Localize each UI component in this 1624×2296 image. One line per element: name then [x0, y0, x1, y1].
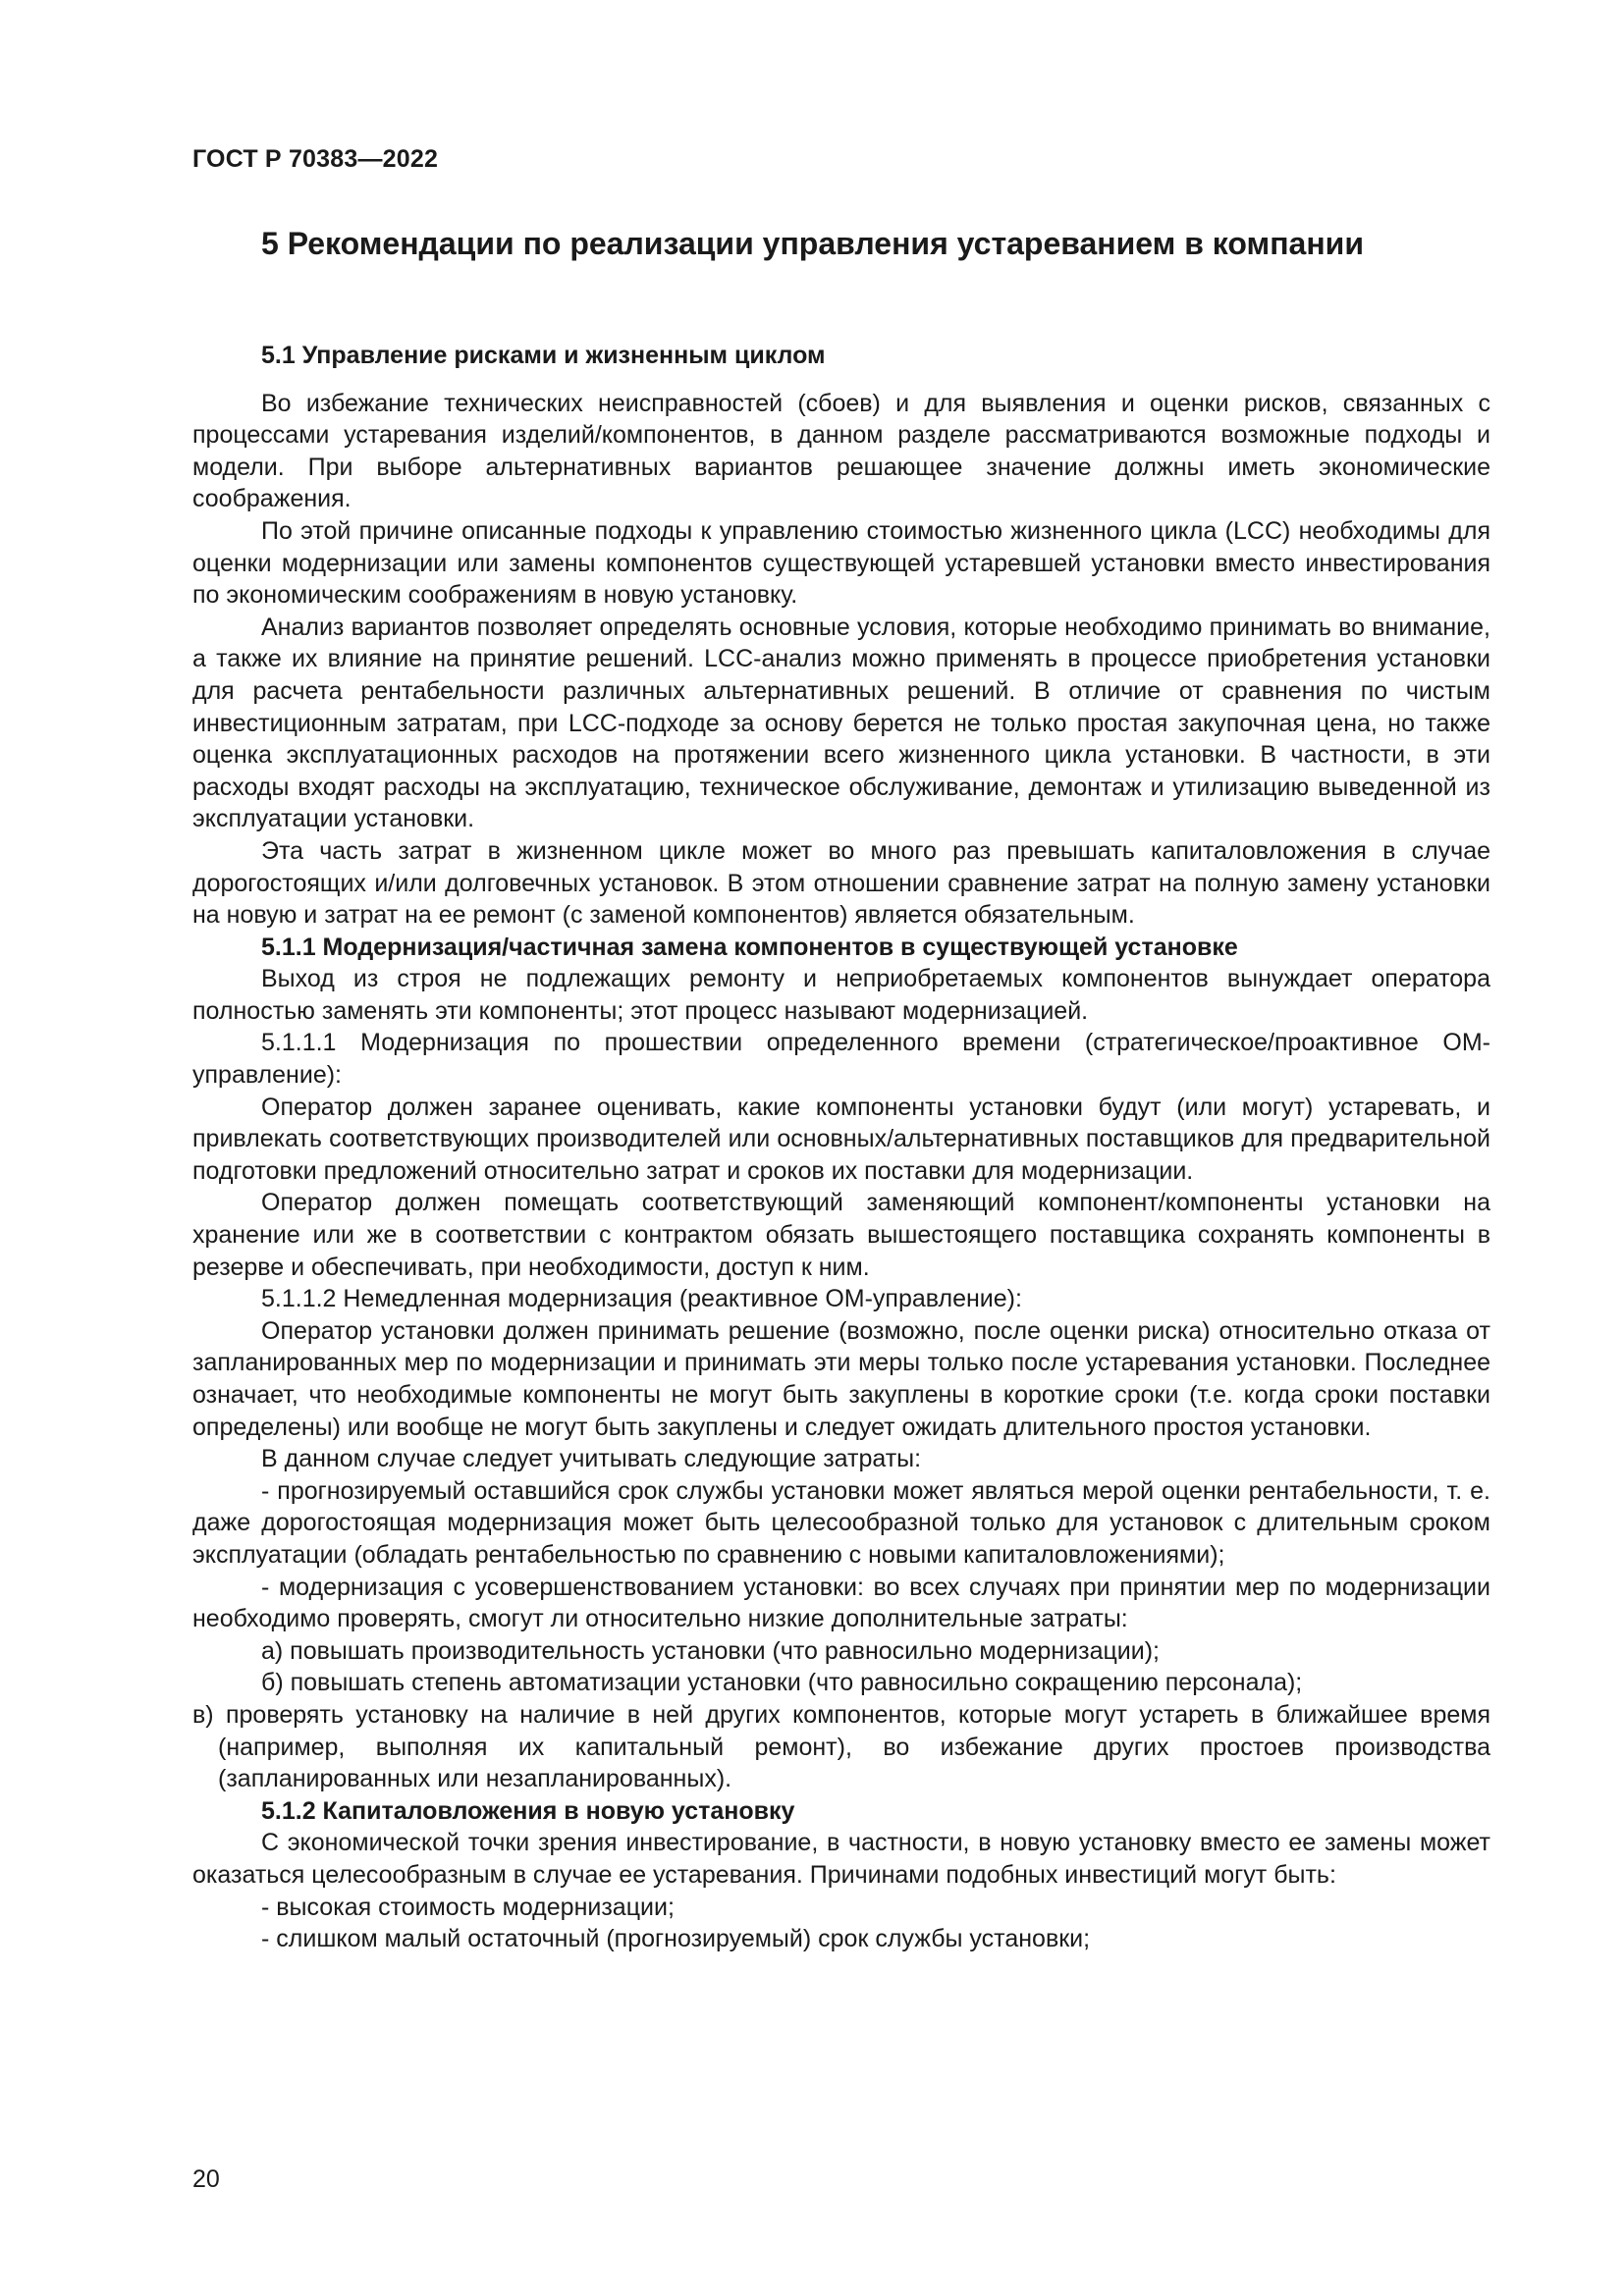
paragraph: Оператор установки должен принимать решение (возможно, после оценки риска) относительно отказа от запланированных мер по модернизации и принимать эти меры только после устаревания установки. Последнее означает, что необходимые компоненты не могут быть закуплены в короткие сроки (т.е. когда сроки поставки определены) или вообще не могут быть закуплены и следует ожидать длительного простоя установки. — [192, 1316, 1490, 1441]
enumerated-item: б) повышать степень автоматизации установки (что равносильно сокращению персонала); — [261, 1669, 1303, 1697]
paragraph: Оператор должен помещать соответствующий заменяющий компонент/компоненты установки на хранение или же в соответствии с контрактом обязать вышестоящего поставщика сохранять компоненты в резерве и обеспечивать, при необходимости, доступ к ним. — [192, 1189, 1490, 1281]
paragraph: Выход из строя не подлежащих ремонту и неприобретаемых компонентов вынуждает оператора полностью заменять эти компоненты; этот процесс называют модернизацией. — [192, 965, 1490, 1025]
list-item: - высокая стоимость модернизации; — [261, 1893, 675, 1921]
paragraph: 5.1.1.2 Немедленная модернизация (реактивное ОМ-управление): — [261, 1285, 1022, 1313]
enumerated-item: а) повышать производительность установки (что равносильно модернизации); — [261, 1636, 1160, 1665]
list-item: - прогнозируемый оставшийся срок службы установки может являться мерой оценки рентабельности, т. е. даже дорогостоящая модернизация может быть целесообразной только для установок с длительным сроком эксплуатации (обладать рентабельностью по сравнению с новыми капиталовложениями); — [192, 1476, 1490, 1569]
paragraph: По этой причине описанные подходы к управлению стоимостью жизненного цикла (LCC) необходимы для оценки модернизации или замены компонентов существующей устаревшей установки вместо инвестирования по экономическим соображениям в новую установку. — [192, 516, 1490, 610]
list-item: - слишком малый остаточный (прогнозируемый) срок службы установки; — [261, 1925, 1091, 1953]
paragraph: С экономической точки зрения инвестирование, в частности, в новую установку вместо ее замены может оказаться целесообразным в случае ее устаревания. Причинами подобных инвестиций могут быть: — [192, 1829, 1490, 1889]
subsection-heading: 5.1.2 Капиталовложения в новую установку — [261, 1796, 795, 1825]
page-number: 20 — [192, 2165, 220, 2193]
document-body — [192, 314, 1490, 1955]
document-header: ГОСТ Р 70383—2022 — [192, 145, 439, 173]
section-title: 5 Рекомендации по реализации управления устареванием в компании — [261, 226, 1364, 261]
paragraph: 5.1.1.1 Модернизация по прошествии определенного времени (стратегическое/проактивное ОМ-управление): — [192, 1029, 1490, 1090]
subsection-heading: 5.1.1 Модернизация/частичная замена компонентов в существующей установке — [261, 933, 1238, 961]
subsection-heading: 5.1 Управление рисками и жизненным циклом — [261, 342, 826, 369]
paragraph: Анализ вариантов позволяет определять основные условия, которые необходимо принимать во внимание, а также их влияние на принятие решений. LCC-анализ можно применять в процессе приобретения установки для расчета рентабельности различных альтернативных решений. В отличие от сравнения по чистым инвестиционным затратам, при LCC-подходе за основу берется не только простая закупочная цена, но также оценка эксплуатационных расходов на протяжении всего жизненного цикла установки. В частности, в эти расходы входят расходы на эксплуатацию, техническое обслуживание, демонтаж и утилизацию выведенной из эксплуатации установки. — [192, 613, 1490, 833]
paragraph: Эта часть затрат в жизненном цикле может во много раз превышать капиталовложения в случае дорогостоящих и/или долговечных установок. В этом отношении сравнение затрат на полную замену установки на новую и затрат на ее ремонт (с заменой компонентов) является обязательным. — [192, 836, 1490, 930]
paragraph: В данном случае следует учитывать следующие затраты: — [261, 1445, 922, 1473]
paragraph: Оператор должен заранее оценивать, какие компоненты установки будут (или могут) устаревать, и привлекать соответствующих производителей или основных/альтернативных поставщиков для предварительной подготовки предложений относительно затрат и сроков их поставки для модернизации. — [192, 1093, 1490, 1185]
list-item: - модернизация с усовершенствованием установки: во всех случаях при принятии мер по модернизации необходимо проверять, смогут ли относительно низкие дополнительные затраты: — [192, 1573, 1490, 1633]
enumerated-item: в) проверять установку на наличие в ней других компонентов, которые могут устареть в ближайшее время (например, выполняя их капитальный ремонт), во избежание других простоев производства (запланированных или незапланированных). — [192, 1700, 1490, 1793]
paragraph: Во избежание технических неисправностей (сбоев) и для выявления и оценки рисков, связанных с процессами устаревания изделий/компонентов, в данном разделе рассматриваются возможные подходы и модели. При выборе альтернативных вариантов решающее значение должны иметь экономические соображения. — [192, 389, 1490, 513]
